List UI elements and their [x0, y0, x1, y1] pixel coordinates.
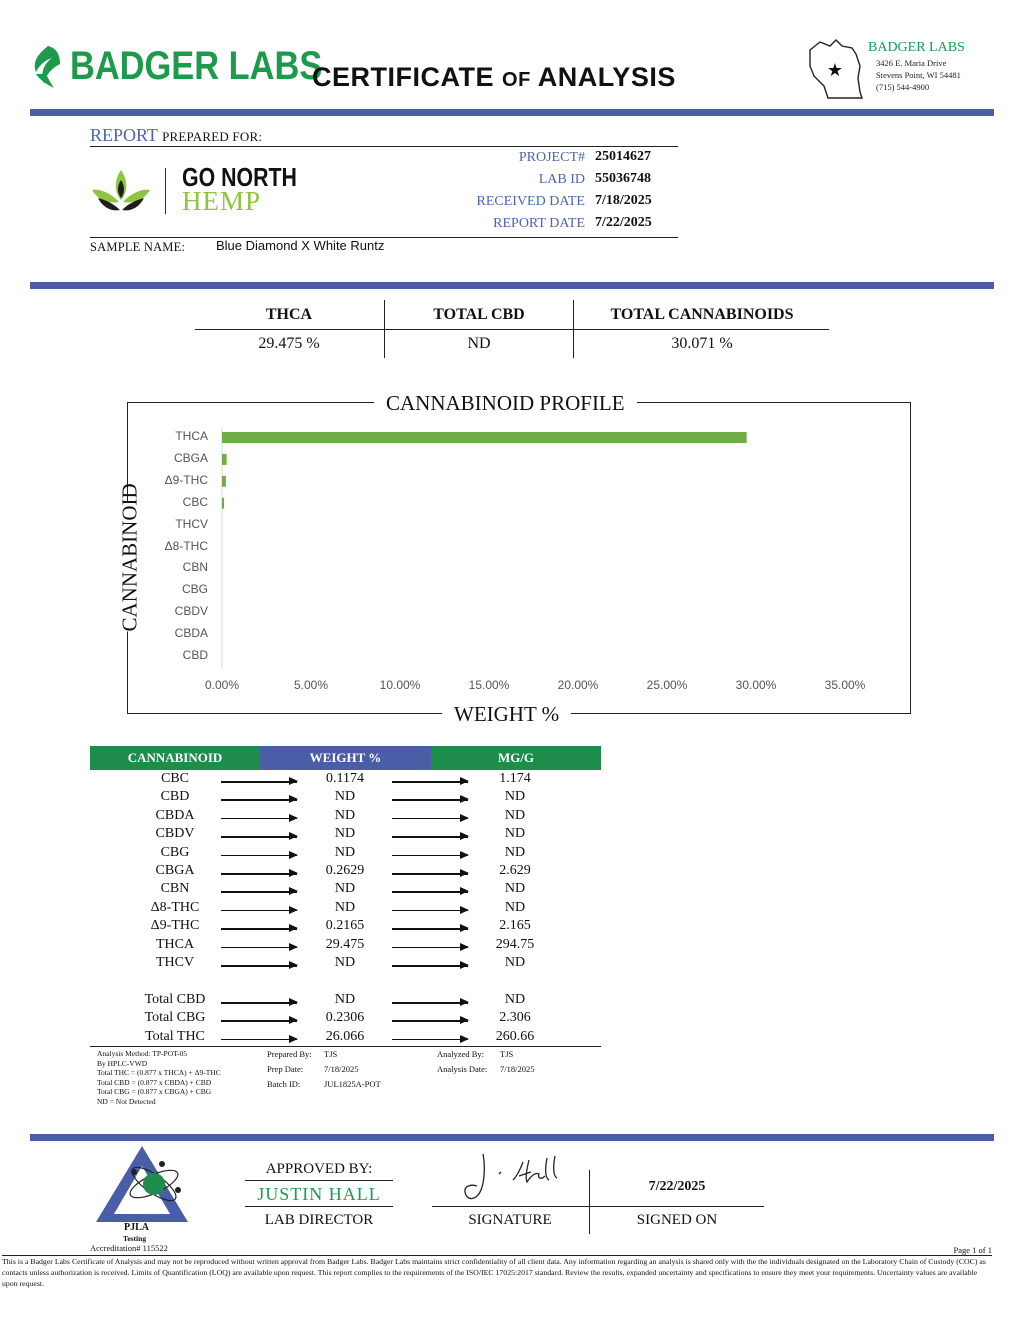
table-row-weight: 0.2629: [325, 863, 365, 878]
arrow-icon: [392, 1039, 468, 1041]
document-title: CERTIFICATE OF ANALYSIS: [312, 62, 676, 92]
table-row-name: Total CBD: [144, 992, 206, 1007]
chart-y-tick: CBN: [182, 560, 208, 575]
arrow-icon: [392, 873, 468, 875]
arrow-icon: [221, 836, 297, 838]
chart-x-tick: 15.00%: [468, 678, 510, 692]
chart-y-tick: CBG: [181, 582, 208, 597]
analyzed-by-value: TJS: [500, 1049, 514, 1059]
arrow-icon: [392, 781, 468, 783]
prepared-by-value: TJS: [324, 1049, 338, 1059]
report-prepared-for: REPORT PREPARED FOR:: [90, 125, 263, 145]
arrow-icon: [221, 799, 297, 801]
chart-y-tick: CBGA: [173, 450, 208, 465]
chart-bar: [222, 454, 227, 465]
disclaimer-text: This is a Badger Labs Certificate of Analysis and may not be reproduced without written approval from Badger Labs. Badger Labs maintains strict confidentiality of all client data. Any information regarding an analysis is shared only with the the individuals designated on the Laboratory Chain of Custody (COC) as contacts unless authorization is received. Limits of Quantification (LOQ) are available upon request. This report complies to the requirements of the ISO/IEC 17025:2017 standard. Review the results, expanded uncertainty and specifications to ensure they meet your requirements. Uncertainty values are available upon request.: [2, 1257, 986, 1288]
chart-x-tick: 5.00%: [293, 678, 329, 692]
table-row-mgg: 2.165: [499, 918, 531, 934]
batch-id-label: Batch ID:: [267, 1079, 301, 1089]
table-row-name: CBGA: [155, 863, 195, 878]
table-header-mgg: MG/G: [431, 746, 601, 770]
chart-x-tick: 20.00%: [557, 678, 599, 692]
chart-x-tick: 0.00%: [204, 678, 240, 692]
arrow-icon: [392, 928, 468, 930]
table-row-name: Total THC: [145, 1028, 205, 1044]
arrow-icon: [221, 855, 297, 857]
chart-bar: [222, 432, 747, 443]
table-row-mgg: ND: [504, 992, 526, 1007]
chart-xlabel: WEIGHT %: [442, 702, 571, 727]
received-date-value: 7/18/2025: [595, 193, 652, 208]
table-row-name: THCV: [155, 955, 195, 970]
received-date-label: RECEIVED DATE: [476, 194, 585, 209]
summary-thca-value: 29.475 %: [258, 335, 320, 352]
report-date-value: 7/22/2025: [595, 215, 652, 230]
signed-on-date: 7/22/2025: [648, 1179, 706, 1194]
table-row-name: CBG: [160, 844, 190, 860]
signed-on-label: SIGNED ON: [636, 1212, 718, 1228]
table-row-mgg: ND: [504, 826, 526, 842]
arrow-icon: [392, 1002, 468, 1004]
chart-y-tick: THCV: [175, 516, 208, 531]
arrow-icon: [221, 947, 297, 949]
table-row-name: CBDA: [155, 807, 195, 823]
chart-y-tick: CBDV: [174, 604, 208, 619]
table-row-mgg: ND: [504, 789, 526, 805]
analyzed-by-label: Analyzed By:: [437, 1049, 484, 1059]
pjla-testing-label: Testing: [123, 1234, 147, 1243]
lab-id-value: 55036748: [595, 171, 651, 186]
table-header-weight: WEIGHT %: [260, 746, 431, 770]
chart-y-tick: CBD: [182, 648, 208, 662]
table-bottom-rule: [90, 1046, 601, 1047]
table-row-weight: ND: [334, 844, 356, 860]
chart-y-tick: Δ9-THC: [164, 472, 208, 487]
approver-rule: [245, 1206, 393, 1207]
table-row-mgg: 294.75: [495, 936, 535, 952]
arrow-icon: [221, 1002, 297, 1004]
analysis-method-notes: Analysis Method: TP-POT-05 By HPLC-VWD Total THC = (0.877 x THCA) + Δ9-THC Total CBD = (0.877 x CBDA) + CBD Total CBG = (0.877 x CBGA) + CBG ND = Not Detected: [97, 1049, 221, 1106]
table-row-name: CBC: [160, 771, 189, 786]
analysis-date-value: 7/18/2025: [500, 1064, 535, 1074]
table-row-mgg: ND: [504, 881, 526, 897]
arrow-icon: [392, 855, 468, 857]
lab-id-label: LAB ID: [538, 172, 585, 187]
footer-divider: [30, 1134, 994, 1141]
table-row-weight: ND: [334, 826, 356, 842]
chart-y-tick: CBC: [182, 494, 208, 509]
signature-label: SIGNATURE: [468, 1212, 552, 1228]
table-row-mgg: 2.629: [499, 863, 531, 878]
summary-thca-label: THCA: [265, 306, 313, 323]
page-number: Page 1 of 1: [953, 1245, 992, 1255]
table-row-weight: 29.475: [325, 936, 365, 952]
table-row-name: Δ8-THC: [150, 899, 200, 915]
arrow-icon: [221, 818, 297, 820]
arrow-icon: [392, 836, 468, 838]
arrow-icon: [221, 873, 297, 875]
table-row-weight: 0.2306: [325, 1010, 365, 1026]
approver-role: LAB DIRECTOR: [264, 1212, 374, 1228]
table-row-name: CBD: [160, 789, 190, 805]
chart-bar: [222, 476, 226, 487]
table-row-name: Total CBG: [144, 1010, 206, 1026]
prep-date-label: Prep Date:: [267, 1064, 304, 1074]
analysis-date-label: Analysis Date:: [437, 1064, 488, 1074]
arrow-icon: [221, 965, 297, 967]
arrow-icon: [392, 1020, 468, 1022]
signature-image: [455, 1150, 575, 1206]
project-label: PROJECT#: [518, 150, 585, 165]
table-row-mgg: ND: [504, 844, 526, 860]
chart-y-tick: Δ8-THC: [164, 538, 208, 553]
table-row-name: THCA: [155, 936, 195, 952]
table-row-mgg: ND: [504, 807, 526, 823]
approved-by-label: APPROVED BY:: [265, 1161, 373, 1177]
table-row-mgg: 260.66: [495, 1028, 535, 1044]
arrow-icon: [392, 910, 468, 912]
pjla-label: PJLA: [124, 1222, 149, 1233]
report-date-label: REPORT DATE: [493, 216, 585, 231]
summary-cbd-label: TOTAL CBD: [433, 306, 525, 323]
chart-bar: [222, 498, 224, 509]
table-row-name: CBN: [160, 881, 190, 897]
summary-total-label: TOTAL CANNABINOIDS: [610, 306, 794, 323]
table-row-weight: ND: [334, 899, 356, 915]
arrow-icon: [392, 799, 468, 801]
sample-name-value: Blue Diamond X White Runtz: [216, 238, 385, 253]
arrow-icon: [221, 1020, 297, 1022]
table-header-cannabinoid: CANNABINOID: [90, 746, 260, 770]
table-row-weight: ND: [334, 807, 356, 823]
lab-address-1: 3426 E. Maria Drive: [876, 58, 947, 68]
arrow-icon: [392, 965, 468, 967]
lab-phone: (715) 544-4900: [876, 82, 930, 92]
project-value: 25014627: [595, 149, 651, 164]
chart-ylabel: CANNABINOID: [114, 502, 147, 632]
arrow-icon: [221, 1039, 297, 1041]
table-row-weight: ND: [334, 992, 356, 1007]
client-name-line1: GO NORTH: [182, 162, 297, 192]
sample-name-label: SAMPLE NAME:: [90, 240, 186, 254]
table-row-mgg: ND: [504, 899, 526, 915]
prepared-by-label: Prepared By:: [267, 1049, 312, 1059]
table-row-weight: ND: [334, 789, 356, 805]
summary-total-value: 30.071 %: [671, 335, 733, 352]
signature-rule: [432, 1206, 764, 1207]
arrow-icon: [221, 928, 297, 930]
pjla-accreditation-logo-icon: [92, 1144, 192, 1224]
chart-y-tick: CBDA: [174, 626, 208, 641]
brand-name: BADGER LABS: [70, 44, 323, 88]
table-row-mgg: 1.174: [499, 771, 531, 786]
table-row-weight: ND: [334, 955, 356, 970]
arrow-icon: [392, 947, 468, 949]
svg-text:★: ★: [826, 60, 844, 80]
table-row-weight: ND: [334, 881, 356, 897]
lab-name: BADGER LABS: [868, 40, 965, 55]
chart-x-tick: 35.00%: [824, 678, 866, 692]
batch-id-value: JUL1825A-POT: [324, 1079, 381, 1089]
chart-y-tick: THCA: [175, 429, 208, 443]
table-row-weight: 0.1174: [326, 771, 364, 786]
chart-title: CANNABINOID PROFILE: [374, 391, 637, 416]
client-name-line2: HEMP: [182, 186, 262, 216]
approved-rule: [245, 1180, 393, 1181]
table-row-weight: 0.2165: [325, 918, 365, 934]
chart-x-tick: 25.00%: [646, 678, 688, 692]
table-row-mgg: ND: [504, 955, 526, 970]
table-row-name: Δ9-THC: [150, 918, 200, 934]
arrow-icon: [221, 891, 297, 893]
prep-date-value: 7/18/2025: [324, 1064, 359, 1074]
table-row-weight: 26.066: [325, 1028, 365, 1044]
summary-cbd-value: ND: [467, 335, 491, 352]
chart-x-tick: 30.00%: [735, 678, 777, 692]
arrow-icon: [221, 781, 297, 783]
lab-address-2: Stevens Point, WI 54481: [876, 70, 961, 80]
accreditation-number: Accreditation# 115522: [90, 1243, 168, 1253]
table-row-name: CBDV: [155, 826, 195, 842]
approver-name: JUSTIN HALL: [257, 1184, 381, 1204]
arrow-icon: [392, 818, 468, 820]
table-row-mgg: 2.306: [499, 1010, 531, 1026]
arrow-icon: [221, 910, 297, 912]
chart-x-tick: 10.00%: [379, 678, 421, 692]
arrow-icon: [392, 891, 468, 893]
